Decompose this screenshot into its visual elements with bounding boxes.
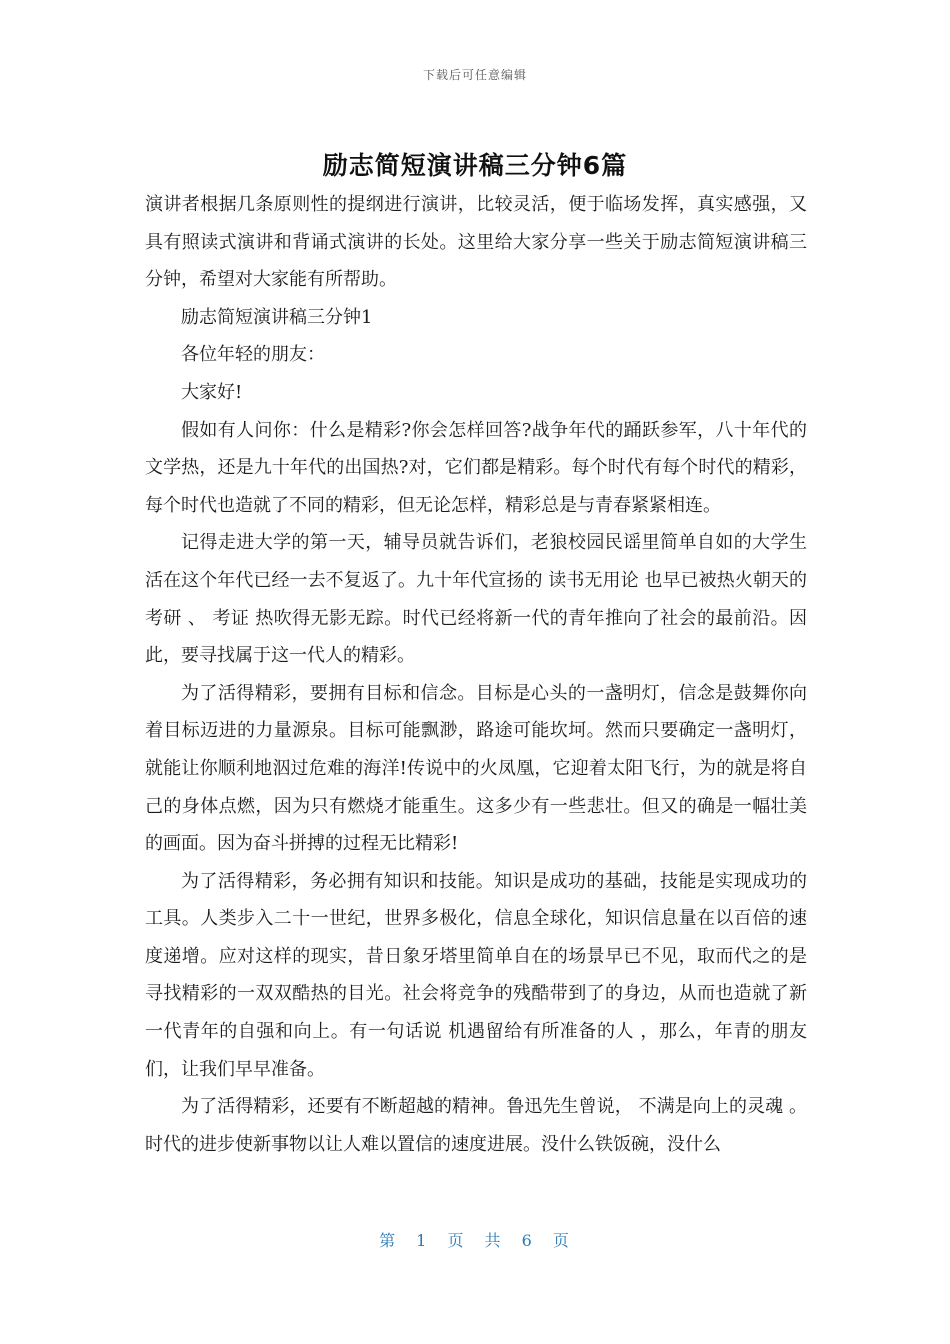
body-paragraph: 为了活得精彩，还要有不断超越的精神。鲁迅先生曾说， 不满是向上的灵魂 。时代的进步使新事物以让人难以置信的速度进展。没什么铁饭碗，没什么 [145,1096,807,1155]
intro-paragraph: 演讲者根据几条原则性的提纲进行演讲，比较灵活，便于临场发挥，真实感强，又具有照读式演讲和背诵式演讲的长处。这里给大家分享一些关于励志简短演讲稿三分钟，希望对大家能有所帮助。 [145,194,807,291]
body-paragraph: 为了活得精彩，务必拥有知识和技能。知识是成功的基础，技能是实现成功的工具。人类步入二十一世纪，世界多极化，信息全球化，知识信息量在以百倍的速度递增。应对这样的现实，昔日象牙塔里简单自在的场景早已不见，取而代之的是寻找精彩的一双双酷热的目光。社会将竞争的残酷带到了的身边，从而也造就了新一代青年的自强和向上。有一句话说 机遇留给有所准备的人 ，那么，年青的朋友们，让我们早早准备。 [145,870,807,1080]
body-paragraph: 假如有人问你：什么是精彩?你会怎样回答?战争年代的踊跃参军，八十年代的文学热，还是九十年代的出国热?对，它们都是精彩。每个时代有每个时代的精彩，每个时代也造就了不同的精彩，但无论怎样，精彩总是与青春紧紧相连。 [145,419,807,516]
body-paragraph: 记得走进大学的第一天，辅导员就告诉们，老狼校园民谣里简单自如的大学生活在这个年代已经一去不复返了。九十年代宣扬的 读书无用论 也早已被热火朝天的 考研 、 考证 热吹得无影无踪。时代已经将新一代的青年推向了社会的最前沿。因此，要寻找属于这一代人的精彩。 [145,532,807,667]
greeting: 大家好! [181,381,243,403]
document-title: 励志简短演讲稿三分钟6篇 [322,151,628,180]
section-heading: 励志简短演讲稿三分钟1 [181,306,373,328]
page-header-note: 下载后可任意编辑 [422,68,527,82]
page-number-footer: 第 1 页 共 6 页 [379,1231,571,1250]
document-body [145,186,807,1163]
body-paragraph: 为了活得精彩，要拥有目标和信念。目标是心头的一盏明灯，信念是鼓舞你向着目标迈进的力量源泉。目标可能飘渺，路途可能坎坷。然而只要确定一盏明灯，就能让你顺利地泅过危难的海洋!传说中的火凤凰，它迎着太阳飞行，为的就是将自己的身体点燃，因为只有燃烧才能重生。这多少有一些悲壮。但又的确是一幅壮美的画面。因为奋斗拼搏的过程无比精彩! [145,682,807,855]
salutation: 各位年轻的朋友： [181,344,325,366]
